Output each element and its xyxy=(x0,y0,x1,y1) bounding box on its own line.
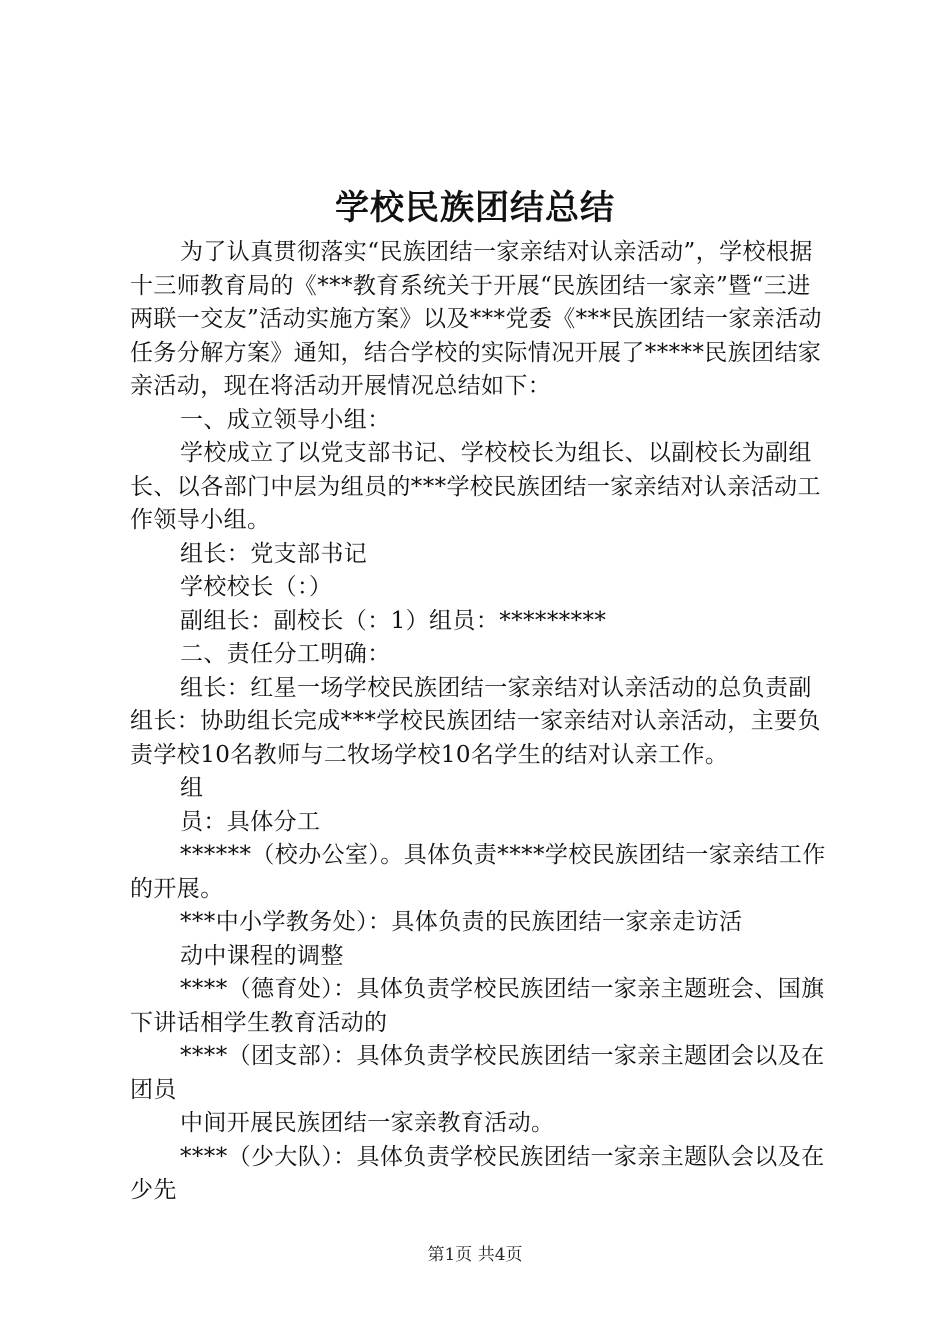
group-leader-line: 组长：党支部书记 xyxy=(180,540,368,567)
office-duty-paragraph: ******（校办公室）。具体负责****学校民族团结一家亲结工作的开展。 xyxy=(130,842,826,902)
intro-paragraph: 为了认真贯彻落实“民族团结一家亲结对认亲活动”，学校根据十三师教育局的《***教育系统关于开展“民族团结一家亲”暨“三进两联一交友”活动实施方案》以及***党委《***民族团结一家亲活动任务分解方案》通知，结合学校的实际情况开展了*****民族团结家亲活动，现在将活动开展情况总结如下： xyxy=(130,239,822,399)
responsibilities-paragraph: 组长：红星一场学校民族团结一家亲结对认亲活动的总负责副组长：协助组长完成***学校民族团结一家亲结对认亲活动，主要负责学校10名教师与二牧场学校10名学生的结对认亲工作。 xyxy=(130,674,821,768)
youth-league-duty-continuation: 中间开展民族团结一家亲教育活动。 xyxy=(180,1110,555,1136)
page-number-footer: 第1页 共4页 xyxy=(427,1245,523,1265)
document-body xyxy=(130,236,830,1208)
deputy-leader-line: 副组长：副校长（：1）组员：********* xyxy=(180,607,607,634)
section-heading-leadership: 一、成立领导小组： xyxy=(180,406,391,433)
academic-duty-line: ***中小学教务处）：具体负责的民族团结一家亲走访活 xyxy=(180,909,743,935)
members-label-line: 组 xyxy=(180,775,204,801)
academic-duty-continuation: 动中课程的调整 xyxy=(180,942,344,969)
document-title: 学校民族团结总结 xyxy=(335,188,615,228)
youth-league-duty-paragraph: ****（团支部）：具体负责学校民族团结一家亲主题团会以及在团员 xyxy=(130,1043,825,1103)
leadership-paragraph: 学校成立了以党支部书记、学校校长为组长、以副校长为副组长、以各部门中层为组员的***学校民族团结一家亲结对认亲活动工作领导小组。 xyxy=(130,440,821,533)
members-division-line: 员：具体分工 xyxy=(180,808,321,835)
young-pioneers-duty-paragraph: ****（少大队）：具体负责学校民族团结一家亲主题队会以及在少先 xyxy=(130,1143,825,1203)
moral-education-duty-paragraph: ****（德育处）：具体负责学校民族团结一家亲主题班会、国旗下讲话相学生教育活动的 xyxy=(130,976,825,1036)
section-heading-responsibilities: 二、责任分工明确： xyxy=(180,641,391,667)
principal-line: 学校校长（：） xyxy=(180,574,333,600)
